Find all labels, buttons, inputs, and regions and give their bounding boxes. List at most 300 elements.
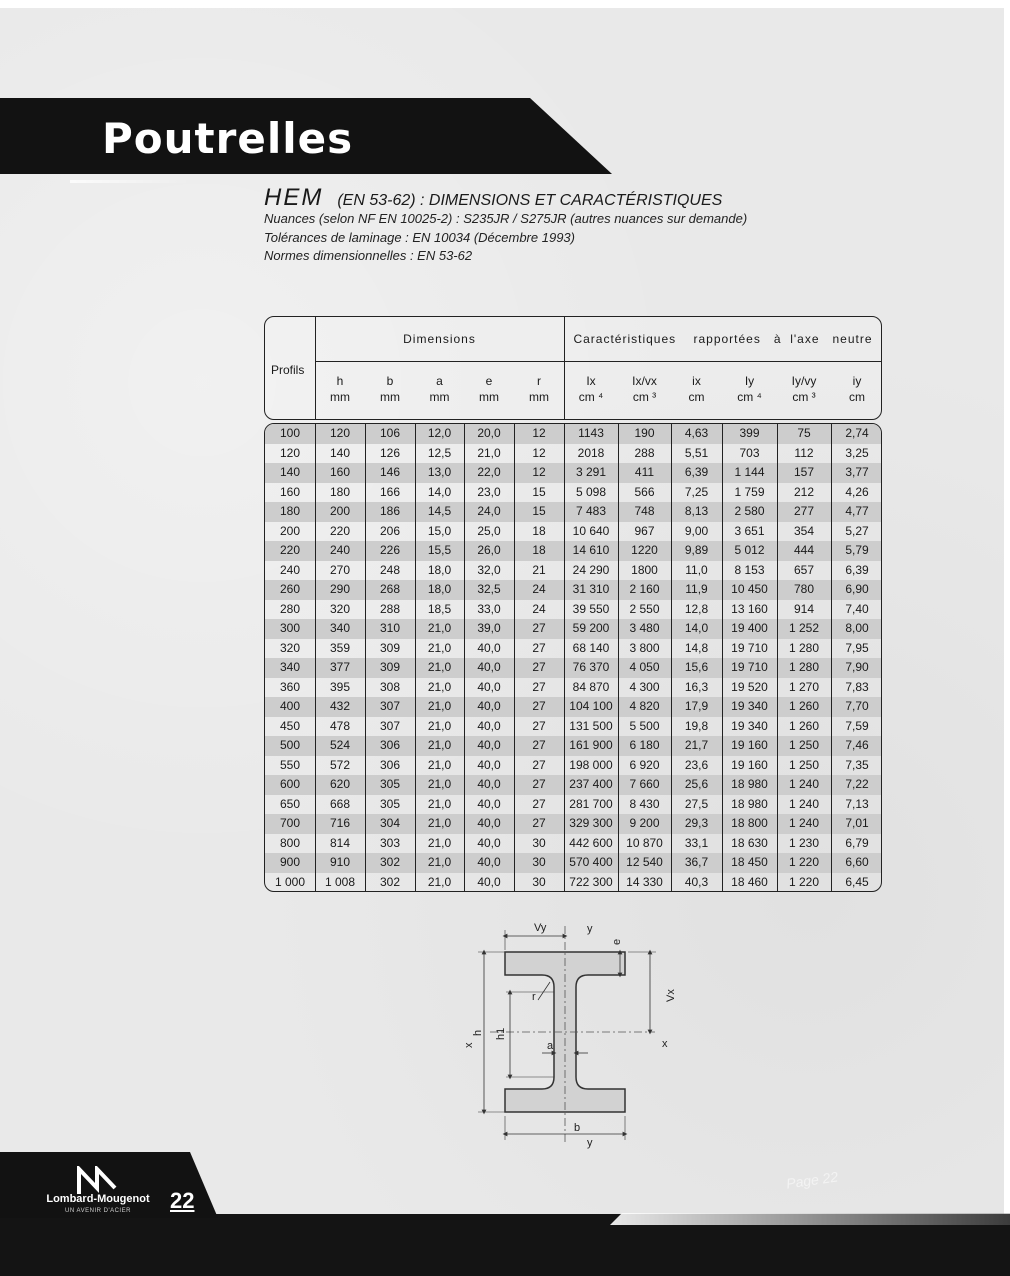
- value-cell: 15: [532, 484, 546, 499]
- table-row: [265, 580, 882, 600]
- value-cell: 40,0: [477, 796, 501, 811]
- header-col-unit: mm: [429, 390, 450, 404]
- header-col-unit: cm ⁴: [578, 390, 604, 404]
- value-cell: 6,79: [845, 835, 869, 850]
- header-col-name: Iy/vy: [791, 374, 817, 388]
- value-cell: 12,8: [684, 601, 709, 616]
- table-row: [265, 619, 882, 639]
- value-cell: 657: [793, 562, 815, 577]
- value-cell: 40,0: [477, 757, 501, 772]
- label-r: r: [532, 991, 536, 1003]
- value-cell: 106: [379, 426, 401, 440]
- value-cell: 14,0: [427, 484, 452, 499]
- value-cell: 7,35: [845, 757, 869, 772]
- value-cell: 33,1: [684, 835, 709, 850]
- value-cell: 131 500: [569, 718, 613, 733]
- value-cell: 27: [532, 777, 546, 791]
- nuances-line: Nuances (selon NF EN 10025-2) : S235JR / S275JR (autres nuances sur demande): [264, 211, 748, 226]
- value-cell: 1 250: [788, 738, 820, 752]
- profile-cell: 340: [279, 660, 301, 674]
- value-cell: 248: [379, 562, 401, 577]
- table-row: [265, 853, 882, 873]
- value-cell: 21,0: [427, 796, 452, 811]
- table-row: [265, 541, 882, 561]
- body-column-divider: [315, 424, 316, 891]
- value-cell: 24: [532, 601, 546, 616]
- table-row: [265, 561, 882, 581]
- value-cell: 13,0: [427, 465, 452, 479]
- profile-cell: 180: [279, 504, 301, 518]
- table-row: [265, 873, 882, 893]
- value-cell: 290: [329, 582, 351, 596]
- value-cell: 19 710: [731, 660, 768, 674]
- value-cell: 444: [793, 543, 815, 557]
- profile-cell: 550: [279, 757, 301, 772]
- profile-cell: 120: [279, 445, 301, 460]
- value-cell: 1800: [631, 562, 658, 577]
- value-cell: 39,0: [477, 621, 501, 635]
- value-cell: 36,7: [684, 855, 709, 869]
- table-row: [265, 463, 882, 483]
- table-body: [264, 423, 882, 892]
- value-cell: 1 144: [734, 465, 765, 479]
- value-cell: 25,6: [684, 777, 709, 791]
- value-cell: 478: [329, 718, 351, 733]
- profile-cell: 200: [279, 523, 301, 538]
- value-cell: 432: [329, 699, 351, 713]
- profile-cell: 360: [279, 679, 301, 694]
- value-cell: 27: [532, 640, 546, 655]
- value-cell: 21,0: [427, 874, 452, 889]
- value-cell: 59 200: [572, 621, 610, 635]
- profile-cell: 220: [279, 543, 301, 557]
- value-cell: 19 340: [731, 699, 768, 713]
- value-cell: 18,0: [427, 582, 452, 596]
- value-cell: 21,0: [427, 835, 452, 850]
- value-cell: 1 220: [788, 874, 820, 889]
- value-cell: 40,3: [684, 874, 709, 889]
- value-cell: 1 759: [734, 484, 765, 499]
- value-cell: 1 260: [788, 699, 820, 713]
- value-cell: 21,0: [427, 816, 452, 830]
- value-cell: 7,22: [845, 777, 869, 791]
- value-cell: 30: [532, 855, 546, 869]
- value-cell: 814: [329, 835, 351, 850]
- header-col-name: e: [485, 374, 493, 388]
- body-column-divider: [671, 424, 672, 891]
- value-cell: 157: [793, 465, 815, 479]
- value-cell: 120: [329, 426, 351, 440]
- label-e: e: [611, 938, 623, 945]
- value-cell: 21,0: [427, 855, 452, 869]
- value-cell: 910: [329, 855, 351, 869]
- table-row: [265, 775, 882, 795]
- value-cell: 27: [532, 699, 546, 713]
- header-col-name: iy: [852, 374, 862, 388]
- value-cell: 18 460: [731, 874, 768, 889]
- header-col-name: Ix/vx: [632, 374, 657, 388]
- body-column-divider: [415, 424, 416, 891]
- value-cell: 1 008: [324, 874, 356, 889]
- value-cell: 39 550: [572, 601, 610, 616]
- table-row: [265, 424, 882, 444]
- r-leader: [538, 982, 550, 1000]
- value-cell: 27: [532, 796, 546, 811]
- top-margin: [0, 0, 1010, 8]
- table-header: [264, 316, 882, 420]
- value-cell: 22,0: [477, 465, 501, 479]
- value-cell: 40,0: [477, 679, 501, 694]
- header-col-unit: cm: [688, 390, 705, 404]
- header-col-unit: mm: [380, 390, 400, 404]
- value-cell: 668: [329, 796, 351, 811]
- header-col-unit: mm: [529, 390, 549, 404]
- value-cell: 3 480: [629, 621, 660, 635]
- value-cell: 18,5: [427, 601, 452, 616]
- body-column-divider: [564, 424, 565, 891]
- value-cell: 967: [634, 523, 655, 538]
- value-cell: 7 660: [629, 777, 660, 791]
- value-cell: 190: [634, 426, 655, 440]
- value-cell: 84 870: [572, 679, 610, 694]
- value-cell: 146: [379, 465, 401, 479]
- value-cell: 1 252: [788, 621, 820, 635]
- value-cell: 1 240: [788, 796, 820, 811]
- value-cell: 8 153: [734, 562, 765, 577]
- value-cell: 212: [793, 484, 815, 499]
- value-cell: 14,0: [684, 621, 709, 635]
- value-cell: 3,25: [845, 445, 869, 460]
- body-column-divider: [831, 424, 832, 891]
- value-cell: 12: [532, 426, 546, 440]
- hem-cross-section-diagram: [450, 912, 690, 1152]
- label-h: h: [472, 1029, 484, 1036]
- value-cell: 220: [329, 523, 351, 538]
- header-col-8: [671, 373, 722, 405]
- label-b: b: [574, 1122, 581, 1134]
- value-cell: 24: [532, 582, 546, 596]
- label-x-right: x: [662, 1038, 668, 1050]
- brand-name: Lombard-Mougenot: [46, 1193, 150, 1205]
- value-cell: 9,89: [684, 543, 709, 557]
- table-row: [265, 717, 882, 737]
- value-cell: 27: [532, 679, 546, 694]
- value-cell: 329 300: [569, 816, 613, 830]
- value-cell: 10 870: [626, 835, 663, 850]
- cross-section-svg: [450, 912, 690, 1152]
- header-col-unit: mm: [479, 390, 499, 404]
- value-cell: 18 980: [731, 796, 768, 811]
- header-col-unit: cm ³: [792, 390, 816, 404]
- value-cell: 270: [329, 562, 351, 577]
- value-cell: 4,26: [845, 484, 869, 499]
- value-cell: 226: [379, 543, 401, 557]
- label-vy: Vy: [534, 922, 547, 934]
- value-cell: 21,0: [427, 757, 452, 772]
- value-cell: 40,0: [477, 816, 501, 830]
- value-cell: 7,25: [684, 484, 709, 499]
- value-cell: 399: [739, 426, 760, 440]
- table-row: [265, 756, 882, 776]
- value-cell: 2 550: [629, 601, 660, 616]
- header-col-3: [415, 373, 464, 405]
- value-cell: 395: [329, 679, 351, 694]
- value-cell: 12,0: [427, 426, 452, 440]
- value-cell: 27,5: [684, 796, 709, 811]
- value-cell: 19 340: [731, 718, 768, 733]
- value-cell: 166: [379, 484, 401, 499]
- value-cell: 18 450: [731, 855, 768, 869]
- body-column-divider: [514, 424, 515, 891]
- profile-cell: 240: [279, 562, 301, 577]
- value-cell: 442 600: [569, 835, 613, 850]
- value-cell: 722 300: [569, 874, 613, 889]
- value-cell: 1220: [631, 543, 658, 557]
- value-cell: 23,0: [477, 484, 501, 499]
- label-y-top: y: [587, 923, 593, 935]
- value-cell: 12: [532, 465, 546, 479]
- value-cell: 703: [739, 445, 760, 460]
- header-col-unit: cm ⁴: [737, 390, 762, 404]
- header-col-2: [365, 373, 415, 405]
- value-cell: 21,0: [427, 718, 452, 733]
- brand-logo-icon: [76, 1166, 118, 1196]
- value-cell: 15,0: [427, 523, 452, 538]
- section-heading: [264, 184, 722, 212]
- value-cell: 27: [532, 718, 546, 733]
- value-cell: 31 310: [572, 582, 610, 596]
- value-cell: 6,45: [845, 874, 869, 889]
- value-cell: 200: [329, 504, 351, 518]
- profile-cell: 140: [279, 465, 301, 479]
- value-cell: 3 651: [734, 523, 765, 538]
- value-cell: 3 291: [575, 465, 607, 479]
- value-cell: 15,6: [684, 660, 709, 674]
- right-margin: [1004, 0, 1010, 1276]
- value-cell: 10 640: [572, 523, 610, 538]
- header-col-name: h: [336, 374, 344, 388]
- tolerances-line: Tolérances de laminage : EN 10034 (Décembre 1993): [264, 230, 575, 245]
- value-cell: 4 820: [629, 699, 660, 713]
- value-cell: 5,51: [684, 445, 709, 460]
- value-cell: 1143: [578, 426, 604, 440]
- value-cell: 1 270: [788, 679, 820, 694]
- value-cell: 780: [793, 582, 815, 596]
- profile-cell: 320: [279, 640, 301, 655]
- brand-tagline: UN AVENIR D'ACIER: [65, 1208, 131, 1214]
- value-cell: 3,77: [845, 465, 869, 479]
- page-watermark: Page 22: [785, 1168, 840, 1192]
- label-vx: Vx: [665, 989, 677, 1002]
- value-cell: 40,0: [477, 835, 501, 850]
- value-cell: 21,0: [427, 640, 452, 655]
- table-row: [265, 834, 882, 854]
- value-cell: 21,0: [427, 699, 452, 713]
- value-cell: 7,46: [845, 738, 869, 752]
- value-cell: 40,0: [477, 718, 501, 733]
- header-col-4: [464, 373, 514, 405]
- value-cell: 5,27: [845, 523, 869, 538]
- profile-cell: 160: [279, 484, 301, 499]
- value-cell: 18 800: [731, 816, 768, 830]
- normes-line: Normes dimensionnelles : EN 53-62: [264, 248, 473, 263]
- value-cell: 23,6: [684, 757, 709, 772]
- value-cell: 21,7: [684, 738, 709, 752]
- table-row: [265, 814, 882, 834]
- value-cell: 7,40: [845, 601, 869, 616]
- profile-cell: 400: [279, 699, 301, 713]
- value-cell: 304: [379, 816, 401, 830]
- value-cell: 237 400: [569, 777, 613, 791]
- value-cell: 1 260: [788, 718, 820, 733]
- value-cell: 6,39: [845, 562, 869, 577]
- section-subtitle: (EN 53-62) : DIMENSIONS ET CARACTÉRISTIQUES: [337, 192, 723, 209]
- profile-cell: 800: [279, 835, 301, 850]
- value-cell: 2 160: [629, 582, 660, 596]
- value-cell: 15: [532, 504, 546, 518]
- value-cell: 18: [532, 543, 546, 557]
- header-col-name: Iy: [744, 374, 755, 388]
- value-cell: 29,3: [684, 816, 709, 830]
- value-cell: 20,0: [477, 426, 501, 440]
- value-cell: 310: [379, 621, 401, 635]
- value-cell: 19 520: [731, 679, 768, 694]
- value-cell: 2 580: [734, 504, 765, 518]
- value-cell: 40,0: [477, 855, 501, 869]
- value-cell: 186: [379, 504, 401, 518]
- value-cell: 26,0: [477, 543, 501, 557]
- header-col-9: [722, 373, 777, 405]
- table-row: [265, 736, 882, 756]
- value-cell: 27: [532, 738, 546, 752]
- value-cell: 1 240: [788, 777, 820, 791]
- value-cell: 11,0: [685, 562, 708, 577]
- header-divider: [315, 361, 882, 362]
- table-row: [265, 444, 882, 464]
- profile-cell: 260: [279, 582, 301, 596]
- label-a: a: [547, 1040, 554, 1052]
- value-cell: 6,90: [845, 582, 869, 596]
- value-cell: 6,39: [684, 465, 709, 479]
- value-cell: 14,5: [427, 504, 452, 518]
- value-cell: 104 100: [569, 699, 613, 713]
- value-cell: 570 400: [569, 855, 613, 869]
- value-cell: 32,5: [477, 582, 501, 596]
- value-cell: 277: [793, 504, 815, 518]
- value-cell: 9 200: [629, 816, 660, 830]
- value-cell: 40,0: [477, 738, 501, 752]
- value-cell: 307: [379, 718, 401, 733]
- profile-family-name: HEM: [264, 184, 324, 211]
- profile-cell: 650: [279, 796, 301, 811]
- value-cell: 566: [634, 484, 655, 499]
- value-cell: 112: [794, 445, 814, 460]
- label-h1: h1: [495, 1027, 507, 1040]
- header-col-name: b: [386, 374, 394, 388]
- value-cell: 4 050: [629, 660, 660, 674]
- value-cell: 5,79: [845, 543, 869, 557]
- value-cell: 10 450: [731, 582, 768, 596]
- value-cell: 7,90: [845, 660, 869, 674]
- header-col-name: Ix: [586, 374, 596, 388]
- value-cell: 305: [379, 777, 401, 791]
- page-number: 22: [170, 1188, 195, 1213]
- value-cell: 1 230: [788, 835, 820, 850]
- value-cell: 2,74: [845, 426, 869, 440]
- value-cell: 18,0: [427, 562, 452, 577]
- value-cell: 75: [797, 426, 811, 440]
- value-cell: 268: [379, 582, 401, 596]
- value-cell: 206: [379, 523, 401, 538]
- footer-accent: [610, 1213, 1010, 1225]
- header-profils: Profils: [271, 363, 305, 377]
- value-cell: 3 800: [629, 640, 660, 655]
- value-cell: 1 220: [788, 855, 820, 869]
- value-cell: 14,8: [684, 640, 709, 655]
- profile-cell: 700: [279, 816, 301, 830]
- value-cell: 8 430: [629, 796, 660, 811]
- table-row: [265, 502, 882, 522]
- value-cell: 302: [379, 855, 401, 869]
- value-cell: 32,0: [477, 562, 501, 577]
- value-cell: 68 140: [572, 640, 610, 655]
- header-col-name: r: [537, 374, 541, 388]
- header-col-1: [315, 373, 365, 405]
- value-cell: 21,0: [427, 777, 452, 791]
- profile-cell: 280: [279, 601, 301, 616]
- header-group-caracteristiques: Caractéristiques rapportées à l'axe neutre: [573, 332, 873, 346]
- header-col-6: [564, 373, 618, 405]
- value-cell: 18 630: [731, 835, 768, 850]
- value-cell: 27: [532, 660, 546, 674]
- label-y-bottom: y: [587, 1137, 593, 1149]
- value-cell: 354: [793, 523, 815, 538]
- header-col-10: [777, 373, 831, 405]
- table-row: [265, 658, 882, 678]
- body-column-divider: [464, 424, 465, 891]
- value-cell: 21,0: [427, 660, 452, 674]
- value-cell: 11,9: [685, 582, 708, 596]
- value-cell: 160: [329, 465, 351, 479]
- value-cell: 40,0: [477, 874, 501, 889]
- value-cell: 76 370: [572, 660, 610, 674]
- header-col-7: [618, 373, 671, 405]
- value-cell: 7 483: [575, 504, 607, 518]
- value-cell: 4,77: [845, 504, 869, 518]
- value-cell: 15,5: [427, 543, 452, 557]
- value-cell: 14 610: [572, 543, 610, 557]
- table-row: [265, 795, 882, 815]
- header-col-unit: mm: [330, 390, 350, 404]
- table-row: [265, 600, 882, 620]
- value-cell: 30: [532, 874, 546, 889]
- value-cell: 27: [532, 621, 546, 635]
- body-column-divider: [365, 424, 366, 891]
- value-cell: 17,9: [684, 699, 709, 713]
- value-cell: 1 280: [788, 640, 820, 655]
- value-cell: 40,0: [477, 660, 501, 674]
- header-col-unit: cm: [849, 390, 865, 404]
- value-cell: 288: [634, 445, 655, 460]
- value-cell: 411: [634, 465, 655, 479]
- table-row: [265, 639, 882, 659]
- value-cell: 161 900: [569, 738, 613, 752]
- label-x-left: x: [463, 1042, 475, 1048]
- value-cell: 524: [329, 738, 351, 752]
- header-col-unit: cm ³: [632, 390, 657, 404]
- value-cell: 308: [379, 679, 401, 694]
- value-cell: 12,5: [427, 445, 452, 460]
